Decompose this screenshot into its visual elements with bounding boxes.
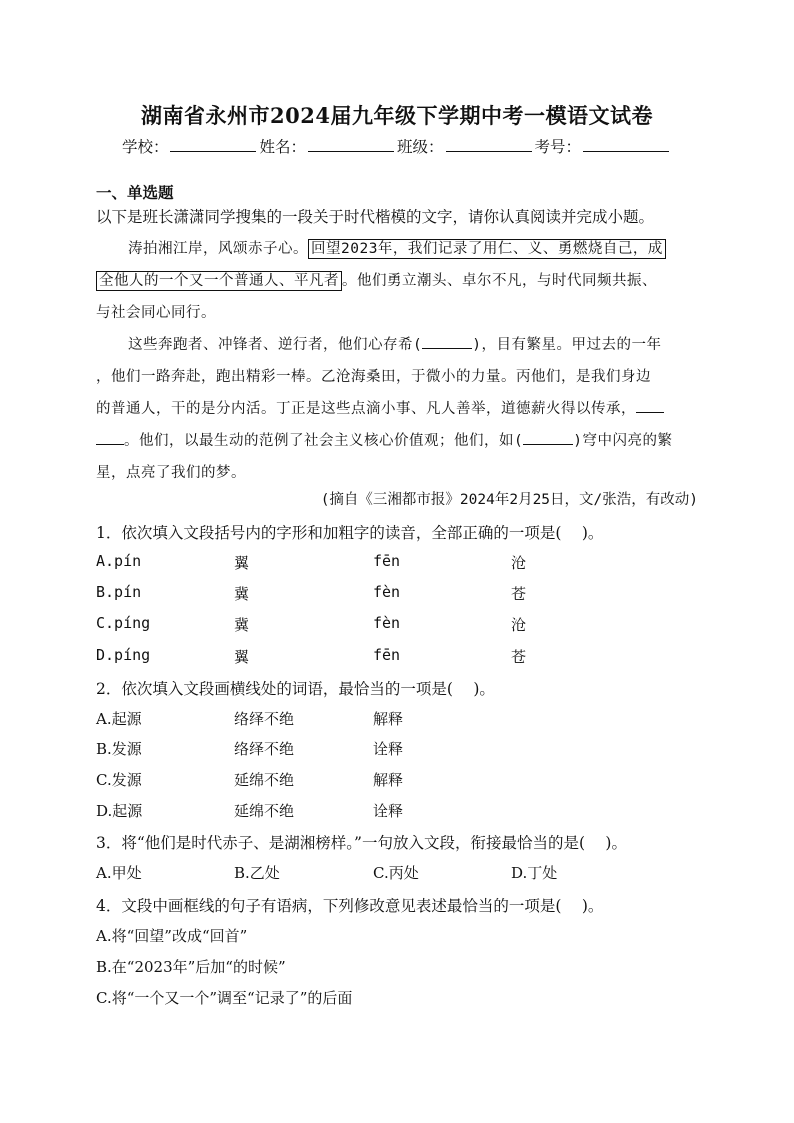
passage-text: 涛拍湘江岸，风颂赤子心。 [128,241,308,257]
student-info-line [0,135,794,157]
name-label: 姓名： [259,138,306,156]
q1-option-b-pinyin: fèn [373,583,401,601]
passage-line-8: 星，点亮了我们的梦。 [96,465,246,481]
q1-option-d[interactable]: D.píng [96,646,151,664]
passage-source: (摘自《三湘都市报》2024年2月25日，文/张浩，有改动) [320,492,698,508]
passage-line-3: 与社会同心同行。 [96,305,216,321]
q3-option-a[interactable]: A.甲处 [96,864,142,882]
question-1-stem: 1．依次填入文段括号内的字形和加粗字的读音，全部正确的一项是( )。 [96,524,604,542]
q1-option-d-char2: 苍 [511,648,527,666]
exam-no-blank[interactable] [583,137,669,152]
q1-option-b-char2: 苍 [511,585,527,603]
passage-line-4 [96,333,698,354]
fill-blank-2-end[interactable] [96,432,124,445]
passage-line-2 [96,269,698,290]
fill-blank-2-start[interactable] [636,400,664,413]
q3-option-b[interactable]: B.乙处 [234,864,280,882]
passage-line-6 [96,397,698,418]
q1-option-a-char: 翼 [234,554,250,572]
intro-text: 以下是班长潇潇同学搜集的一段关于时代楷模的文字，请你认真阅读并完成小题。 [96,208,655,226]
q2-option-a[interactable]: A.起源 [96,710,142,728]
name-blank[interactable] [308,137,394,152]
school-blank[interactable] [170,137,256,152]
q1-option-d-pinyin: fēn [373,646,401,664]
fill-blank-3[interactable] [523,432,573,445]
q2-option-c-word2: 延绵不绝 [234,771,295,789]
class-blank[interactable] [446,137,532,152]
q1-option-a-pinyin: fēn [373,552,401,570]
q1-option-a[interactable]: A.pín [96,552,142,570]
q1-option-d-char: 翼 [234,648,250,666]
section-heading: 一、单选题 [96,183,174,202]
boxed-sentence-part-1: 回望2023年，我们记录了用仁、义、勇燃烧自己，成 [308,239,666,259]
passage-text: 。他们勇立潮头、卓尔不凡，与时代同频共振、 [342,273,657,289]
q1-option-c-char: 冀 [234,616,250,634]
q2-option-d-word2: 延绵不绝 [234,802,295,820]
fill-blank-1[interactable] [422,336,472,349]
q1-option-b[interactable]: B.pín [96,583,142,601]
q3-option-c[interactable]: C.丙处 [373,864,419,882]
q2-option-b-word3: 诠释 [373,740,404,758]
page-title: 湖南省永州市2024届九年级下学期中考一模语文试卷 [141,103,653,128]
exam-no-label: 考号： [534,138,582,156]
q2-option-b-word2: 络绎不绝 [234,740,295,758]
q4-option-a[interactable]: A.将“回望”改成“回首” [96,927,248,945]
class-label: 班级： [397,138,444,156]
q2-option-c-word3: 解释 [373,771,404,789]
passage-text: )，目有繁星。甲过去的一年 [472,337,662,353]
q1-option-c-pinyin: fèn [373,614,401,632]
passage-line-7 [96,429,698,450]
boxed-sentence-part-2: 全他人的一个又一个普通人、平凡者 [96,271,342,291]
q1-option-a-char2: 沧 [511,554,527,572]
q3-option-d[interactable]: D.丁处 [511,864,558,882]
q1-option-c-char2: 沧 [511,616,527,634]
q1-option-c[interactable]: C.píng [96,614,151,632]
q4-option-c[interactable]: C.将“一个又一个”调至“记录了”的后面 [96,989,353,1007]
q2-option-a-word2: 络绎不绝 [234,710,295,728]
passage-text: 。他们，以最生动的范例了社会主义核心价值观；他们，如( [124,433,524,449]
passage-text: )穹中闪亮的繁 [573,433,673,449]
q1-option-b-char: 冀 [234,585,250,603]
passage-text: 这些奔跑者、冲锋者、逆行者，他们心存希( [128,337,423,353]
passage-line-1 [96,237,698,258]
passage-text: 的普通人，干的是分内活。丁正是这些点滴小事、凡人善举，道德薪火得以传承， [96,401,636,417]
q2-option-b[interactable]: B.发源 [96,740,142,758]
q2-option-a-word3: 解释 [373,710,404,728]
q4-option-b[interactable]: B.在“2023年”后加“的时候” [96,958,286,976]
question-3-stem: 3．将“他们是时代赤子、是湖湘榜样。”一句放入文段，衔接最恰当的是( )。 [96,834,627,852]
school-label: 学校： [121,138,169,156]
question-4-stem: 4．文段中画框线的句子有语病，下列修改意见表述最恰当的一项是( )。 [96,897,604,915]
q2-option-d[interactable]: D.起源 [96,802,143,820]
question-2-stem: 2．依次填入文段画横线处的词语，最恰当的一项是( )。 [96,680,495,698]
q2-option-d-word3: 诠释 [373,802,404,820]
q2-option-c[interactable]: C.发源 [96,771,142,789]
passage-line-5: ，他们一路奔赴，跑出精彩一棒。乙沧海桑田，于微小的力量。丙他们，是我们身边 [96,369,651,385]
